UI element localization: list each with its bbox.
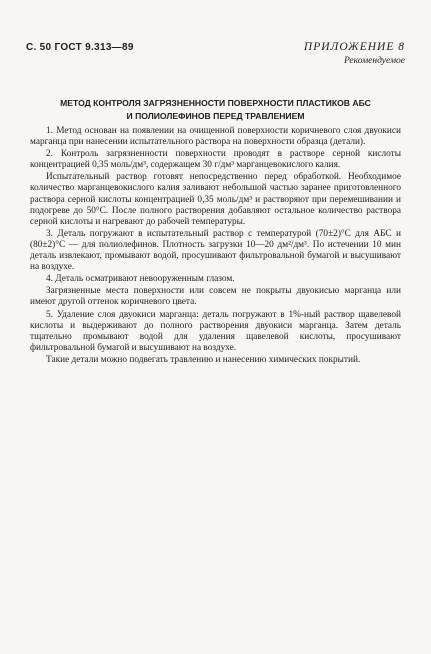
paragraph-4: 3. Деталь погружают в испытательный раствор с температурой (70±2)°С для АБС и (80±2)°С — для полиолефинов. Плотность загрузки 10—20 дм²/дм³. По истечении 10 мин деталь извлекают, промывают водой, просушивают фильтровальной бумагой и высушивают на воздухе.: [30, 228, 401, 273]
paragraph-8: Такие детали можно подвегать травлению и нанесению химических покрытий.: [46, 354, 361, 365]
paragraph-7: 5. Удаление слоя двуокиси марганца: деталь погружают в 1%-ный раствор щавелевой кислоты и выдерживают до полного растворения двуокиси марганца. Затем деталь тщательно промывают водой для удаления щавелевой кислоты, просушивают фильтровальной бумагой и высушивают на воздухе.: [30, 309, 401, 353]
paragraph-5: 4. Деталь осматривают невооруженным глазом.: [46, 274, 235, 285]
section-title-line-2: И ПОЛИОЛЕФИНОВ ПЕРЕД ТРАВЛЕНИЕМ: [126, 111, 305, 121]
section-title: [30, 97, 401, 123]
paragraph-6: Загрязненные места поверхности или совсем не покрыты двуокисью марганца или имеют другой оттенок коричневого цвета.: [30, 286, 401, 308]
paragraph-1: 1. Метод основан на появлении на очищенной поверхности коричневого слоя двуокиси марганца при нанесении испытательного раствора на поверхности образца (детали).: [30, 126, 401, 148]
body-text: [30, 126, 401, 367]
paragraph-3: Испытательный раствор готовят непосредственно перед обработкой. Необходимое количество марганцевокислого калия заливают небольшой частью заранее приготовленного раствора серной кислоты концентрацией 0,35 моль/дм³ и растворяют при перемешивании и подогреве до 50°С. После полного растворения добавляют остальное количество раствора серной кислоты и нагревают до рабочей температуры.: [30, 172, 401, 227]
paragraph-2: 2. Контроль загрязненности поверхности проводят в растворе серной кислоты концентрацией 0,35 моль/дм³, содержащем 30 г/дм³ марганцевокислого калия.: [30, 149, 401, 171]
appendix-subtitle: Рекомендуемое: [343, 56, 405, 66]
section-title-line-1: МЕТОД КОНТРОЛЯ ЗАГРЯЗНЕННОСТИ ПОВЕРХНОСТИ ПЛАСТИКОВ АБС: [60, 98, 371, 108]
appendix-label: [304, 41, 405, 66]
appendix-title: ПРИЛОЖЕНИЕ 8: [303, 41, 405, 53]
page-header: С. 50 ГОСТ 9.313—89: [26, 42, 134, 53]
